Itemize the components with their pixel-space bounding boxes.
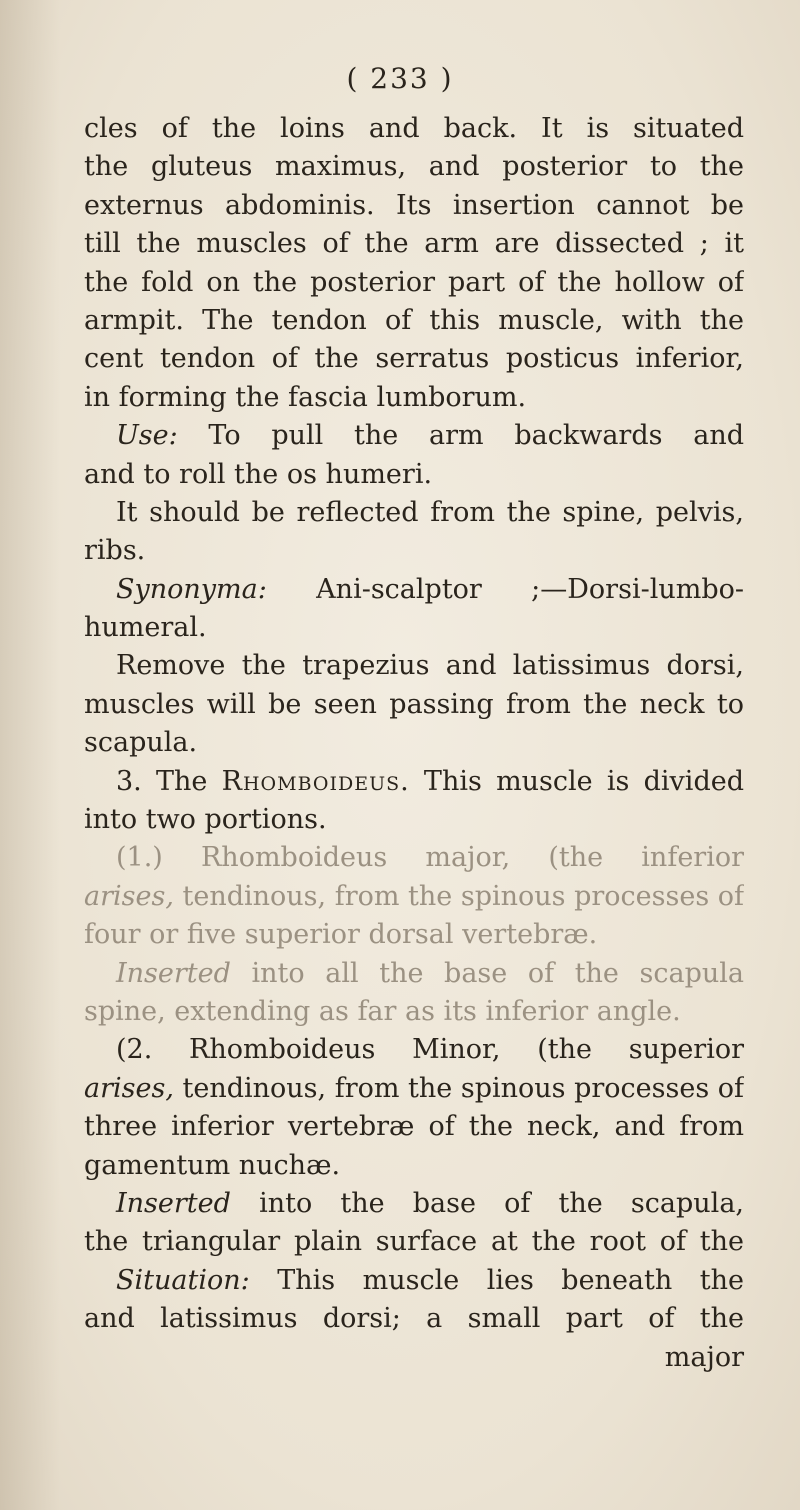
text-run: and to roll the os humeri.: [84, 458, 433, 490]
text-run: major: [664, 1341, 744, 1373]
text-run: and latissimus dorsi; a small part of the: [84, 1303, 744, 1335]
text-run: Remove the trapezius and latissimus dorsi,: [116, 650, 744, 682]
text-line: [84, 801, 744, 839]
italic-run: Synonyma:: [116, 573, 267, 605]
text-run: into all the base of the scapula: [251, 957, 744, 989]
text-line: [84, 916, 744, 954]
italic-run: Use:: [116, 420, 178, 452]
text-run: gamentum nuchæ.: [84, 1149, 341, 1181]
italic-run: Inserted: [116, 957, 231, 989]
text-run: It should be reflected from the spine, pelvis,: [116, 496, 744, 528]
text-line: [84, 955, 744, 993]
text-run: tendinous, from the spinous processes of: [182, 880, 744, 912]
text-line: [84, 1031, 744, 1069]
text-line: [84, 379, 744, 417]
text-run: (1.) Rhomboideus major, (the inferior: [116, 842, 744, 874]
text-run: externus abdominis. Its insertion cannot be: [84, 189, 744, 221]
text-line: [84, 878, 744, 916]
text-line: [84, 571, 744, 609]
text-run: This muscle lies beneath the: [277, 1264, 744, 1296]
text-line: [84, 1070, 744, 1108]
text-run: spine, extending as far as its inferior angle.: [84, 995, 681, 1027]
text-line: [84, 225, 744, 263]
text-line: [84, 264, 744, 302]
text-line: [84, 724, 744, 762]
text-line: [84, 340, 744, 378]
text-line: [84, 993, 744, 1031]
text-run: This muscle is divided: [409, 765, 744, 797]
text-run: into the base of the scapula,: [259, 1187, 744, 1219]
text-line: [84, 609, 744, 647]
text-run: muscles will be seen passing from the neck to: [84, 688, 744, 720]
text-line: [84, 1262, 744, 1300]
text-line: [84, 1339, 744, 1377]
text-run: cent tendon of the serratus posticus inferior,: [84, 343, 744, 375]
text-line: [84, 1223, 744, 1261]
italic-run: arises,: [84, 1072, 174, 1104]
text-line: [84, 187, 744, 225]
text-run: To pull the arm backwards and: [208, 420, 744, 452]
text-run: 3. The: [116, 765, 222, 797]
page-gutter-shadow: [0, 0, 60, 1510]
italic-run: Inserted: [116, 1187, 231, 1219]
text-line: [84, 839, 744, 877]
text-run: the fold on the posterior part of the hollow of: [84, 266, 744, 298]
text-run: the triangular plain surface at the root of the: [84, 1226, 744, 1258]
text-line: [84, 532, 744, 570]
text-line: [84, 647, 744, 685]
text-run: ribs.: [84, 535, 146, 567]
text-line: [84, 1108, 744, 1146]
text-line: [84, 1185, 744, 1223]
text-run: cles of the loins and back. It is situated: [84, 113, 744, 144]
text-line: [84, 763, 744, 801]
text-run: into two portions.: [84, 804, 327, 836]
text-run: humeral.: [84, 612, 207, 644]
text-line: [84, 456, 744, 494]
text-run: Ani-scalptor ;—Dorsi-lumbo-: [316, 573, 744, 605]
text-line: [84, 1300, 744, 1338]
text-run: armpit. The tendon of this muscle, with the: [84, 304, 744, 336]
text-run: (2. Rhomboideus Minor, (the superior: [116, 1034, 744, 1066]
text-line: [84, 148, 744, 186]
italic-run: arises,: [84, 880, 174, 912]
text-line: [84, 110, 744, 148]
text-run: tendinous, from the spinous processes of: [182, 1072, 744, 1104]
text-run: four or five superior dorsal vertebræ.: [84, 919, 598, 951]
text-line: [84, 417, 744, 455]
body-text: [84, 110, 744, 1377]
text-line: [84, 1147, 744, 1185]
text-line: [84, 302, 744, 340]
text-line: [84, 494, 744, 532]
text-run: in forming the fascia lumborum.: [84, 381, 527, 413]
page-number: ( 233 ): [346, 62, 454, 95]
italic-run: Situation:: [116, 1264, 250, 1296]
text-run: scapula.: [84, 727, 198, 759]
text-run: three inferior vertebræ of the neck, and from: [84, 1111, 744, 1143]
small-caps-run: Rhomboideus.: [221, 765, 410, 797]
text-run: the gluteus maximus, and posterior to the: [84, 151, 744, 183]
text-run: till the muscles of the arm are dissected ; it: [84, 228, 744, 260]
text-line: [84, 686, 744, 724]
